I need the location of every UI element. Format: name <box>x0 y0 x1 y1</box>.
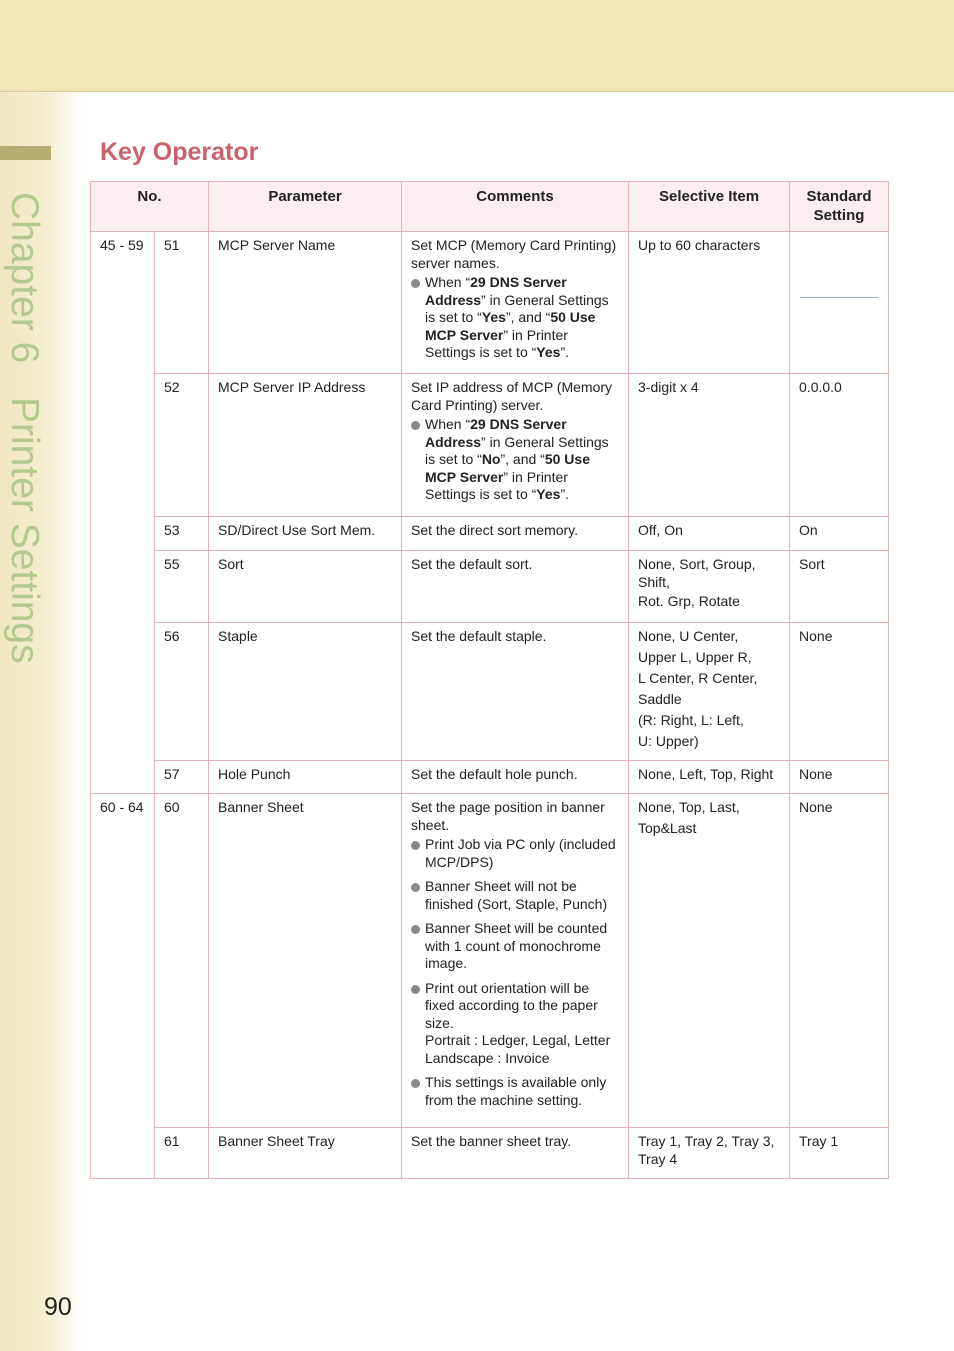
table-row <box>91 623 889 761</box>
row-number: 56 <box>155 623 209 761</box>
header-comments: Comments <box>402 182 629 232</box>
row-standard-setting: None <box>790 623 889 761</box>
row-comment: Set the default sort. <box>402 551 629 623</box>
row-selective-item: Off, On <box>629 517 790 551</box>
header-standard-setting: Standard Setting <box>790 182 889 232</box>
table-row <box>91 1128 889 1179</box>
list-item: Print out orientation will be fixed according to the paper size. Portrait : Ledger, Legal, Letter Landscape : Invoice <box>411 980 619 1068</box>
row-parameter: MCP Server Name <box>209 232 402 374</box>
chapter-title: Printer Settings <box>3 397 46 664</box>
row-standard-setting <box>790 232 889 374</box>
row-selective-item: 3-digit x 4 <box>629 374 790 517</box>
row-comment: Set IP address of MCP (Memory Card Printing) server. When “29 DNS Server Address” in General Settings is set to “No”, and “50 Use MCP Server” in Printer Settings is set to “Yes”. <box>402 374 629 517</box>
chapter-tab-marker <box>0 146 51 160</box>
row-number: 51 <box>155 232 209 374</box>
row-parameter: Sort <box>209 551 402 623</box>
table-row <box>91 232 889 374</box>
row-selective-item: Up to 60 characters <box>629 232 790 374</box>
row-selective-item: None, U Center, Upper L, Upper R, L Center, R Center, Saddle (R: Right, L: Left, U: Upper) <box>629 623 790 761</box>
row-number: 53 <box>155 517 209 551</box>
row-standard-setting: On <box>790 517 889 551</box>
table-row <box>91 551 889 623</box>
header-selective-item: Selective Item <box>629 182 790 232</box>
divider-line <box>800 297 878 298</box>
group-range: 60 - 64 <box>91 794 155 1179</box>
row-comment: Set the default staple. <box>402 623 629 761</box>
row-selective-item: None, Sort, Group, Shift, Rot. Grp, Rotate <box>629 551 790 623</box>
row-parameter: SD/Direct Use Sort Mem. <box>209 517 402 551</box>
table-row <box>91 517 889 551</box>
row-standard-setting: 0.0.0.0 <box>790 374 889 517</box>
row-selective-item: None, Top, Last, Top&Last <box>629 794 790 1128</box>
bullet-icon <box>411 925 420 934</box>
group-range: 45 - 59 <box>91 232 155 794</box>
row-selective-item: Tray 1, Tray 2, Tray 3, Tray 4 <box>629 1128 790 1179</box>
row-comment: Set the direct sort memory. <box>402 517 629 551</box>
row-standard-setting: None <box>790 794 889 1128</box>
section-title: Key Operator <box>100 138 259 166</box>
table-row <box>91 794 889 1128</box>
list-item: Banner Sheet will not be finished (Sort, Staple, Punch) <box>411 878 619 913</box>
row-parameter: Banner Sheet Tray <box>209 1128 402 1179</box>
list-item: Print Job via PC only (included MCP/DPS) <box>411 836 619 871</box>
row-parameter: Hole Punch <box>209 761 402 794</box>
row-number: 52 <box>155 374 209 517</box>
list-item: When “29 DNS Server Address” in General Settings is set to “Yes”, and “50 Use MCP Server” in Printer Settings is set to “Yes”. <box>411 274 619 362</box>
header-no: No. <box>91 182 209 232</box>
list-item: This settings is available only from the machine setting. <box>411 1074 619 1109</box>
bullet-icon <box>411 883 420 892</box>
key-operator-table <box>90 181 889 1179</box>
row-number: 57 <box>155 761 209 794</box>
row-selective-item: None, Left, Top, Right <box>629 761 790 794</box>
row-parameter: Banner Sheet <box>209 794 402 1128</box>
row-number: 55 <box>155 551 209 623</box>
row-comment: Set MCP (Memory Card Printing) server names. When “29 DNS Server Address” in General Settings is set to “Yes”, and “50 Use MCP Server” in Printer Settings is set to “Yes”. <box>402 232 629 374</box>
header-band <box>0 0 954 92</box>
row-standard-setting: None <box>790 761 889 794</box>
chapter-number: Chapter 6 <box>3 192 46 364</box>
row-number: 60 <box>155 794 209 1128</box>
row-parameter: MCP Server IP Address <box>209 374 402 517</box>
page-number: 90 <box>44 1293 72 1321</box>
table-row <box>91 374 889 517</box>
bullet-icon <box>411 421 420 430</box>
row-comment: Set the default hole punch. <box>402 761 629 794</box>
chapter-side-label <box>4 192 44 664</box>
bullet-icon <box>411 279 420 288</box>
row-parameter: Staple <box>209 623 402 761</box>
row-standard-setting: Sort <box>790 551 889 623</box>
table-row <box>91 761 889 794</box>
row-number: 61 <box>155 1128 209 1179</box>
table-header-row <box>91 182 889 232</box>
bullet-icon <box>411 1079 420 1088</box>
bullet-icon <box>411 985 420 994</box>
row-comment: Set the page position in banner sheet. Print Job via PC only (included MCP/DPS) Banner Sheet will not be finished (Sort, Staple, Punch) Banner Sheet will be counted with 1 count of monochrome image. Print out orientation will be fixed according to the paper size. Portrait : Ledger, Legal, Letter Landscape : Invoice This settings is available only from the machine setting. <box>402 794 629 1128</box>
list-item: When “29 DNS Server Address” in General Settings is set to “No”, and “50 Use MCP Server” in Printer Settings is set to “Yes”. <box>411 416 619 504</box>
row-comment: Set the banner sheet tray. <box>402 1128 629 1179</box>
header-parameter: Parameter <box>209 182 402 232</box>
row-standard-setting: Tray 1 <box>790 1128 889 1179</box>
bullet-icon <box>411 841 420 850</box>
list-item: Banner Sheet will be counted with 1 count of monochrome image. <box>411 920 619 973</box>
